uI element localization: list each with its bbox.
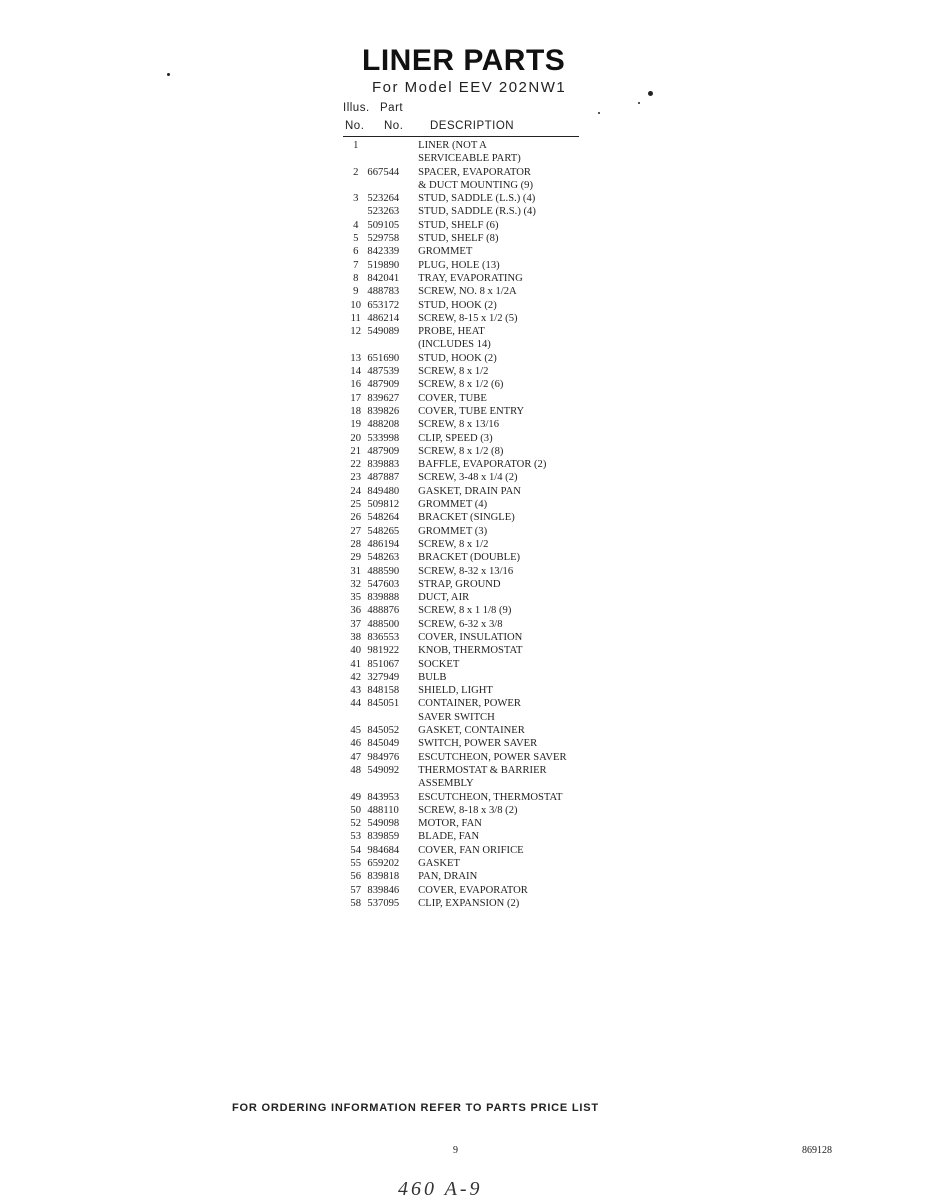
illus-number: 37 xyxy=(350,618,361,630)
part-number: 487909 xyxy=(367,445,400,457)
table-row xyxy=(344,498,584,511)
illus-number xyxy=(344,777,367,790)
part-number: 327949 xyxy=(367,671,400,683)
part-number: 519890 xyxy=(367,259,400,271)
table-row xyxy=(344,205,584,218)
illus-number: 22 xyxy=(350,459,361,471)
part-number: 523263 xyxy=(367,206,400,218)
table-row xyxy=(344,591,584,604)
part-description: STUD, SHELF (6) xyxy=(418,219,499,231)
illus-number: 48 xyxy=(350,764,361,776)
illus-number: 35 xyxy=(350,592,361,604)
illus-number: 38 xyxy=(350,631,361,643)
model-subtitle: For Model EEV 202NW1 xyxy=(372,79,567,96)
table-row xyxy=(344,671,584,684)
part-description: GROMMET (4) xyxy=(418,499,488,511)
part-number: 488783 xyxy=(367,286,400,298)
part-number: 851067 xyxy=(367,658,400,670)
illus-number: 44 xyxy=(350,698,361,710)
illus-number xyxy=(344,152,367,165)
illus-number: 32 xyxy=(350,578,361,590)
part-number: 487887 xyxy=(367,472,400,484)
scan-speck xyxy=(648,91,653,96)
part-column-header-line1: Part xyxy=(380,102,404,114)
illus-number xyxy=(344,205,367,218)
part-description: SERVICEABLE PART) xyxy=(418,153,521,165)
scan-speck xyxy=(638,102,640,104)
table-row-continuation xyxy=(344,777,584,790)
part-description: SCREW, 6-32 x 3/8 xyxy=(418,618,503,630)
table-row xyxy=(344,192,584,205)
part-description: COVER, TUBE xyxy=(418,392,487,404)
table-row xyxy=(344,392,584,405)
part-description: SAVER SWITCH xyxy=(418,711,495,723)
part-description: COVER, EVAPORATOR xyxy=(418,884,528,896)
illus-number: 20 xyxy=(350,432,361,444)
table-row xyxy=(344,139,584,152)
illus-number: 5 xyxy=(353,233,359,245)
table-row xyxy=(344,604,584,617)
part-description: TRAY, EVAPORATING xyxy=(418,272,523,284)
part-number xyxy=(367,777,418,790)
part-number: 533998 xyxy=(367,432,400,444)
part-number: 509812 xyxy=(367,499,400,511)
part-description: (INCLUDES 14) xyxy=(418,339,491,351)
part-number: 523264 xyxy=(367,193,400,205)
illus-number: 13 xyxy=(350,352,361,364)
table-row xyxy=(344,565,584,578)
illus-number: 19 xyxy=(350,419,361,431)
parts-list xyxy=(344,139,584,910)
illus-number: 1 xyxy=(353,140,359,151)
table-row xyxy=(344,897,584,910)
part-number: 984976 xyxy=(367,751,400,763)
part-number: 537095 xyxy=(367,897,400,909)
table-row xyxy=(344,697,584,710)
part-description: ESCUTCHEON, POWER SAVER xyxy=(418,751,567,763)
table-row xyxy=(344,299,584,312)
part-number: 839846 xyxy=(367,884,400,896)
illus-number: 12 xyxy=(350,326,361,338)
part-number: 984684 xyxy=(367,844,400,856)
page-title: LINER PARTS xyxy=(362,44,566,77)
illus-number: 47 xyxy=(350,751,361,763)
table-row xyxy=(344,232,584,245)
part-number: 839888 xyxy=(367,592,400,604)
part-number: 487539 xyxy=(367,366,400,378)
part-description: SPACER, EVAPORATOR xyxy=(418,166,532,178)
part-number: 839818 xyxy=(367,871,400,883)
part-number: 839883 xyxy=(367,459,400,471)
illus-number: 18 xyxy=(350,405,361,417)
illus-number: 8 xyxy=(353,272,359,284)
table-row xyxy=(344,259,584,272)
part-number: 488876 xyxy=(367,605,400,617)
illus-number: 16 xyxy=(350,379,361,391)
part-no-column-header: No. xyxy=(384,120,404,132)
table-row-continuation xyxy=(344,152,584,165)
table-row xyxy=(344,538,584,551)
table-row xyxy=(344,445,584,458)
illus-number: 2 xyxy=(353,166,359,178)
table-row xyxy=(344,658,584,671)
illus-number: 43 xyxy=(350,685,361,697)
description-column-header: DESCRIPTION xyxy=(430,120,515,132)
table-row xyxy=(344,870,584,883)
part-description: ASSEMBLY xyxy=(418,778,474,790)
table-row xyxy=(344,724,584,737)
part-number: 486214 xyxy=(367,312,400,324)
part-number xyxy=(367,711,418,724)
table-row xyxy=(344,405,584,418)
illus-number: 9 xyxy=(353,286,359,298)
table-row xyxy=(344,166,584,179)
table-row-continuation xyxy=(344,338,584,351)
handwritten-note: 460 A-9 xyxy=(398,1178,483,1200)
part-number: 843953 xyxy=(367,791,400,803)
table-row xyxy=(344,485,584,498)
part-description: SCREW, NO. 8 x 1/2A xyxy=(418,286,517,298)
part-number: 548263 xyxy=(367,552,400,564)
table-row xyxy=(344,817,584,830)
part-description: BRACKET (DOUBLE) xyxy=(418,552,521,564)
illus-number: 40 xyxy=(350,645,361,657)
part-description: GASKET, DRAIN PAN xyxy=(418,485,521,497)
table-row xyxy=(344,219,584,232)
part-number xyxy=(367,338,418,351)
part-description: PAN, DRAIN xyxy=(418,871,478,883)
document-code: 869128 xyxy=(802,1145,832,1156)
part-number: 548265 xyxy=(367,525,400,537)
part-description: CONTAINER, POWER xyxy=(418,698,521,710)
header-divider xyxy=(343,136,579,137)
part-description: GASKET, CONTAINER xyxy=(418,725,525,737)
table-row xyxy=(344,525,584,538)
part-number: 547603 xyxy=(367,578,400,590)
illus-number: 24 xyxy=(350,485,361,497)
part-description: STUD, HOOK (2) xyxy=(418,299,497,311)
part-description: SWITCH, POWER SAVER xyxy=(418,738,538,750)
part-description: STUD, HOOK (2) xyxy=(418,352,497,364)
part-number: 667544 xyxy=(367,166,400,178)
part-description: DUCT, AIR xyxy=(418,592,470,604)
table-row xyxy=(344,631,584,644)
scan-speck xyxy=(167,73,170,76)
part-number: 842041 xyxy=(367,272,400,284)
part-number: 486194 xyxy=(367,538,400,550)
illus-number: 29 xyxy=(350,552,361,564)
illus-no-column-header: No. xyxy=(345,120,365,132)
part-number xyxy=(367,179,418,192)
table-row xyxy=(344,471,584,484)
illus-number: 46 xyxy=(350,738,361,750)
part-number: 836553 xyxy=(367,631,400,643)
illus-number: 27 xyxy=(350,525,361,537)
table-row xyxy=(344,737,584,750)
part-number: 842339 xyxy=(367,246,400,258)
part-description: BRACKET (SINGLE) xyxy=(418,512,515,524)
illus-number: 45 xyxy=(350,725,361,737)
part-description: SCREW, 3-48 x 1/4 (2) xyxy=(418,472,518,484)
illus-number: 56 xyxy=(350,871,361,883)
table-row xyxy=(344,432,584,445)
illus-number xyxy=(344,179,367,192)
illus-number: 3 xyxy=(353,193,359,205)
part-number: 839627 xyxy=(367,392,400,404)
table-row xyxy=(344,312,584,325)
illus-number: 57 xyxy=(350,884,361,896)
scan-speck xyxy=(598,112,600,114)
illus-number: 6 xyxy=(353,246,359,258)
illus-number: 49 xyxy=(350,791,361,803)
illus-number: 52 xyxy=(350,818,361,830)
table-row xyxy=(344,884,584,897)
illus-number: 31 xyxy=(350,565,361,577)
table-row-continuation xyxy=(344,179,584,192)
table-row xyxy=(344,511,584,524)
part-number: 549089 xyxy=(367,326,400,338)
part-number: 849480 xyxy=(367,485,400,497)
part-number: 839826 xyxy=(367,405,400,417)
illus-number: 21 xyxy=(350,445,361,457)
illus-number: 26 xyxy=(350,512,361,524)
part-description: LINER (NOT A xyxy=(418,140,487,151)
part-number: 981922 xyxy=(367,645,400,657)
part-number: 845049 xyxy=(367,738,400,750)
part-description: BAFFLE, EVAPORATOR (2) xyxy=(418,459,547,471)
part-number: 549098 xyxy=(367,818,400,830)
part-number: 488110 xyxy=(367,804,399,816)
part-description: GROMMET xyxy=(418,246,473,258)
part-number: 845052 xyxy=(367,725,400,737)
part-description: GASKET xyxy=(418,858,460,870)
part-description: STUD, SHELF (8) xyxy=(418,233,499,245)
illus-number: 7 xyxy=(353,259,359,271)
illus-number: 53 xyxy=(350,831,361,843)
part-number: 845051 xyxy=(367,698,400,710)
illus-number: 55 xyxy=(350,858,361,870)
part-description: STUD, SADDLE (R.S.) (4) xyxy=(418,206,536,218)
part-description: SCREW, 8-32 x 13/16 xyxy=(418,565,514,577)
part-description: KNOB, THERMOSTAT xyxy=(418,645,523,657)
table-row xyxy=(344,272,584,285)
part-description: SCREW, 8 x 1/2 (6) xyxy=(418,379,504,391)
table-row xyxy=(344,418,584,431)
illus-number: 10 xyxy=(350,299,361,311)
table-row xyxy=(344,245,584,258)
part-number: 659202 xyxy=(367,858,400,870)
illus-number: 36 xyxy=(350,605,361,617)
part-description: SCREW, 8-15 x 1/2 (5) xyxy=(418,312,518,324)
part-description: COVER, INSULATION xyxy=(418,631,523,643)
table-row xyxy=(344,857,584,870)
table-row xyxy=(344,378,584,391)
illus-number: 54 xyxy=(350,844,361,856)
part-description: BLADE, FAN xyxy=(418,831,480,843)
illus-number: 23 xyxy=(350,472,361,484)
table-row xyxy=(344,751,584,764)
illus-number: 42 xyxy=(350,671,361,683)
part-description: SCREW, 8-18 x 3/8 (2) xyxy=(418,804,518,816)
part-description: STRAP, GROUND xyxy=(418,578,501,590)
table-row xyxy=(344,458,584,471)
table-row xyxy=(344,618,584,631)
table-row xyxy=(344,644,584,657)
part-number: 848158 xyxy=(367,685,400,697)
page-number: 9 xyxy=(453,1145,458,1156)
part-description: THERMOSTAT & BARRIER xyxy=(418,764,547,776)
illus-number: 25 xyxy=(350,499,361,511)
illus-number: 50 xyxy=(350,804,361,816)
part-description: MOTOR, FAN xyxy=(418,818,482,830)
part-description: ESCUTCHEON, THERMOSTAT xyxy=(418,791,563,803)
table-row xyxy=(344,764,584,777)
part-description: CLIP, SPEED (3) xyxy=(418,432,493,444)
part-description: GROMMET (3) xyxy=(418,525,488,537)
part-description: SCREW, 8 x 1 1/8 (9) xyxy=(418,605,512,617)
illus-number: 4 xyxy=(353,219,359,231)
part-description: BULB xyxy=(418,671,447,683)
part-description: SCREW, 8 x 1/2 xyxy=(418,366,489,378)
part-number xyxy=(367,152,418,165)
illus-column-header-line1: Illus. xyxy=(343,102,370,114)
table-row xyxy=(344,578,584,591)
part-description: STUD, SADDLE (L.S.) (4) xyxy=(418,193,536,205)
part-number: 548264 xyxy=(367,512,400,524)
illus-number: 14 xyxy=(350,366,361,378)
illus-number: 58 xyxy=(350,897,361,909)
table-row xyxy=(344,285,584,298)
part-description: PROBE, HEAT xyxy=(418,326,485,338)
illus-number: 17 xyxy=(350,392,361,404)
table-row xyxy=(344,830,584,843)
part-description: SCREW, 8 x 1/2 xyxy=(418,538,489,550)
illus-number xyxy=(344,711,367,724)
ordering-note: FOR ORDERING INFORMATION REFER TO PARTS PRICE LIST xyxy=(232,1102,599,1114)
part-number: 509105 xyxy=(367,219,400,231)
part-description: COVER, FAN ORIFICE xyxy=(418,844,524,856)
part-description: & DUCT MOUNTING (9) xyxy=(418,179,534,191)
illus-number: 41 xyxy=(350,658,361,670)
part-description: PLUG, HOLE (13) xyxy=(418,259,500,271)
part-number: 488500 xyxy=(367,618,400,630)
part-number: 653172 xyxy=(367,299,400,311)
part-number: 529758 xyxy=(367,233,400,245)
part-description: CLIP, EXPANSION (2) xyxy=(418,897,520,909)
part-number: 549092 xyxy=(367,764,400,776)
table-row xyxy=(344,791,584,804)
part-description: COVER, TUBE ENTRY xyxy=(418,405,525,417)
illus-number: 28 xyxy=(350,538,361,550)
part-number xyxy=(367,139,418,152)
illus-number: 11 xyxy=(350,312,361,324)
part-description: SCREW, 8 x 13/16 xyxy=(418,419,499,431)
table-row xyxy=(344,844,584,857)
part-number: 488208 xyxy=(367,419,400,431)
part-number: 651690 xyxy=(367,352,400,364)
table-row-continuation xyxy=(344,711,584,724)
part-description: SCREW, 8 x 1/2 (8) xyxy=(418,445,504,457)
part-description: SHIELD, LIGHT xyxy=(418,685,493,697)
part-number: 487909 xyxy=(367,379,400,391)
table-row xyxy=(344,684,584,697)
part-number: 488590 xyxy=(367,565,400,577)
table-row xyxy=(344,365,584,378)
table-row xyxy=(344,352,584,365)
part-number: 839859 xyxy=(367,831,400,843)
part-description: SOCKET xyxy=(418,658,460,670)
illus-number xyxy=(344,338,367,351)
table-row xyxy=(344,325,584,338)
table-row xyxy=(344,804,584,817)
table-row xyxy=(344,551,584,564)
